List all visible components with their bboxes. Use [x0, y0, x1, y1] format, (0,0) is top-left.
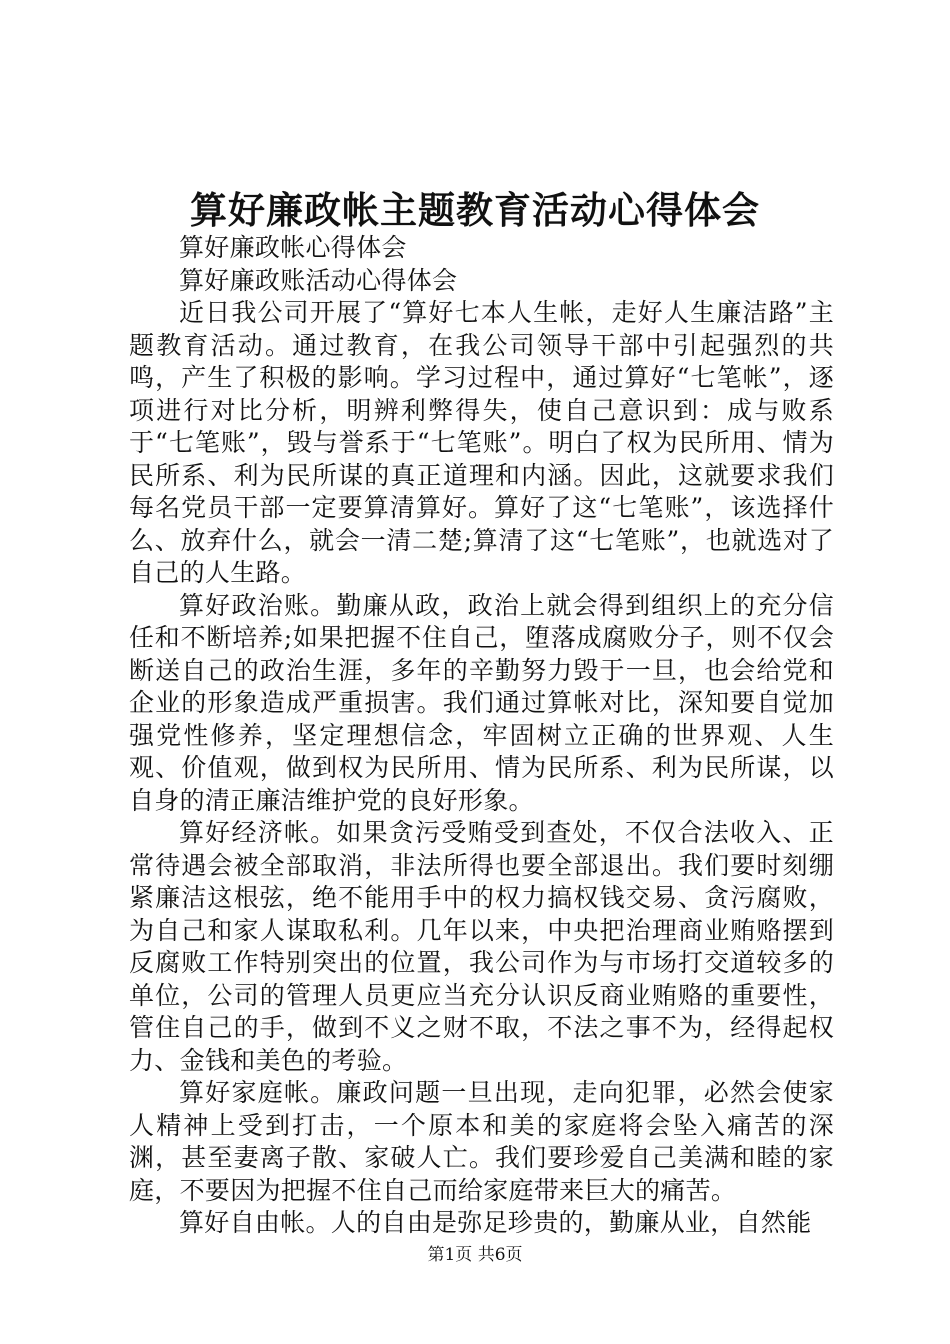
body-paragraph: 算好经济帐。如果贪污受贿受到查处，不仅合法收入、正常待遇会被全部取消，非法所得也要全部退出。我们要时刻绷紧廉洁这根弦，绝不能用手中的权力搞权钱交易、贪污腐败，为自己和家人谋取私利。几年以来，中央把治理商业贿赂摆到反腐败工作特别突出的位置，我公司作为与市场打交道较多的单位，公司的管理人员更应当充分认识反商业贿赂的重要性，管住自己的手，做到不义之财不取，不法之事不为，经得起权力、金钱和美色的考验。 — [129, 818, 834, 1075]
page-number-footer: 第1页 共6页 — [427, 1245, 523, 1265]
body-paragraph: 近日我公司开展了“算好七本人生帐，走好人生廉洁路”主题教育活动。通过教育，在我公司领导干部中引起强烈的共鸣，产生了积极的影响。学习过程中，通过算好“七笔帐”，逐项进行对比分析，明辨利弊得失，使自己意识到：成与败系于“七笔账”，毁与誉系于“七笔账”。明白了权为民所用、情为民所系、利为民所谋的真正道理和内涵。因此，这就要求我们每名党员干部一定要算清算好。算好了这“七笔账”，该选择什么、放弃什么，就会一清二楚;算清了这“七笔账”，也就选对了自己的人生路。 — [129, 298, 834, 587]
body-paragraph: 算好政治账。勤廉从政，政治上就会得到组织上的充分信任和不断培养;如果把握不住自己，堕落成腐败分子，则不仅会断送自己的政治生涯，多年的辛勤努力毁于一旦，也会给党和企业的形象造成严重损害。我们通过算帐对比，深知要自觉加强党性修养，坚定理想信念，牢固树立正确的世界观、人生观、价值观，做到权为民所用、情为民所系、利为民所谋，以自身的清正廉洁维护党的良好形象。 — [129, 590, 834, 815]
body-paragraph: 算好家庭帐。廉政问题一旦出现，走向犯罪，必然会使家人精神上受到打击，一个原本和美的家庭将会坠入痛苦的深渊，甚至妻离子散、家破人亡。我们要珍爱自己美满和睦的家庭，不要因为把握不住自己而给家庭带来巨大的痛苦。 — [129, 1078, 834, 1205]
page-title: 算好廉政帐主题教育活动心得体会 — [190, 188, 760, 232]
body-paragraph: 算好自由帐。人的自由是弥足珍贵的，勤廉从业，自然能 — [179, 1208, 812, 1237]
document-body — [129, 232, 834, 1240]
subtitle-paragraph: 算好廉政帐心得体会 — [179, 233, 407, 262]
subtitle-paragraph: 算好廉政账活动心得体会 — [179, 265, 458, 295]
